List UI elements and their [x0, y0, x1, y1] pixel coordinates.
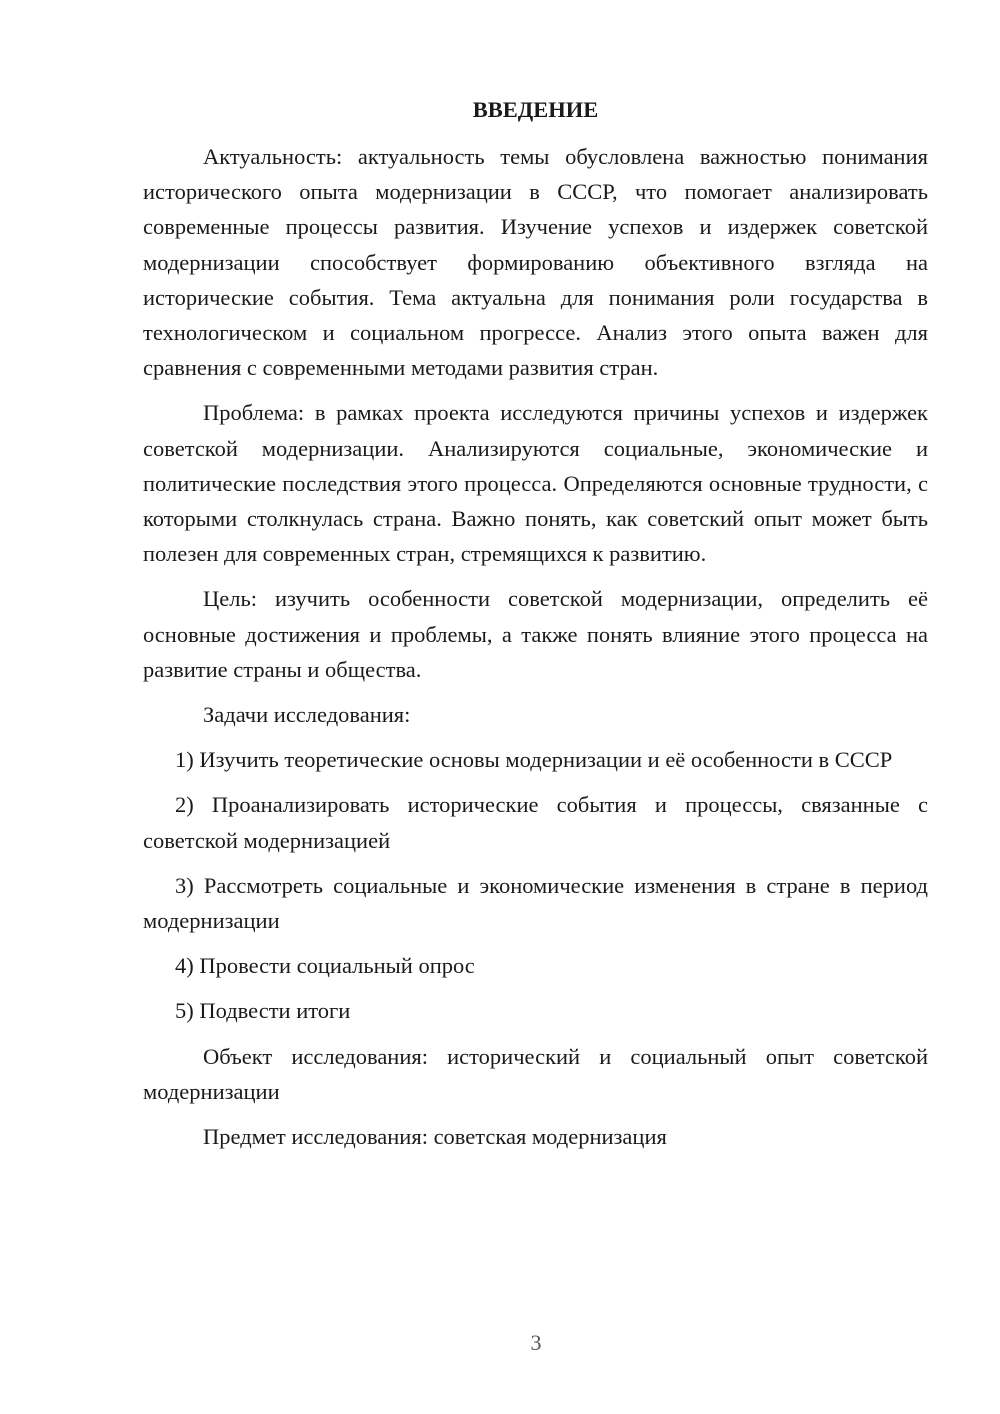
paragraph-problem: Проблема: в рамках проекта исследуются причины успехов и издержек советской модернизации. Анализируются социальные, экономические и политические последствия этого процесса. Определяются основные трудности, с которыми столкнулась страна. Важно понять, как советский опыт может быть полезен для современных стран, стремящихся к развитию. — [143, 400, 928, 567]
paragraph-relevance: Актуальность: актуальность темы обусловлена важностью понимания исторического опыта модернизации в СССР, что помогает анализировать современные процессы развития. Изучение успехов и издержек советской модернизации способствует формированию объективного взгляда на исторические события. Тема актуальна для понимания роли государства в технологическом и социальном прогрессе. Анализ этого опыта важен для сравнения с современными методами развития стран. — [143, 144, 928, 381]
section-title: ВВЕДЕНИЕ — [472, 97, 599, 122]
paragraph-subject: Предмет исследования: советская модернизация — [203, 1124, 667, 1150]
task-item: 2) Проанализировать исторические события и процессы, связанные с советской модернизацией — [143, 792, 928, 853]
document-body — [143, 92, 928, 1164]
tasks-heading: Задачи исследования: — [203, 702, 411, 728]
task-item: 1) Изучить теоретические основы модернизации и её особенности в СССР — [175, 747, 893, 773]
task-item: 3) Рассмотреть социальные и экономические изменения в стране в период модернизации — [143, 872, 928, 934]
paragraph-goal: Цель: изучить особенности советской модернизации, определить её основные достижения и проблемы, а также понять влияние этого процесса на развитие страны и общества. — [143, 586, 928, 682]
task-item: 4) Провести социальный опрос — [175, 953, 475, 979]
page-number: 3 — [530, 1330, 542, 1355]
task-item: 5) Подвести итоги — [175, 998, 351, 1024]
paragraph-object: Объект исследования: исторический и социальный опыт советской модернизации — [143, 1043, 928, 1104]
